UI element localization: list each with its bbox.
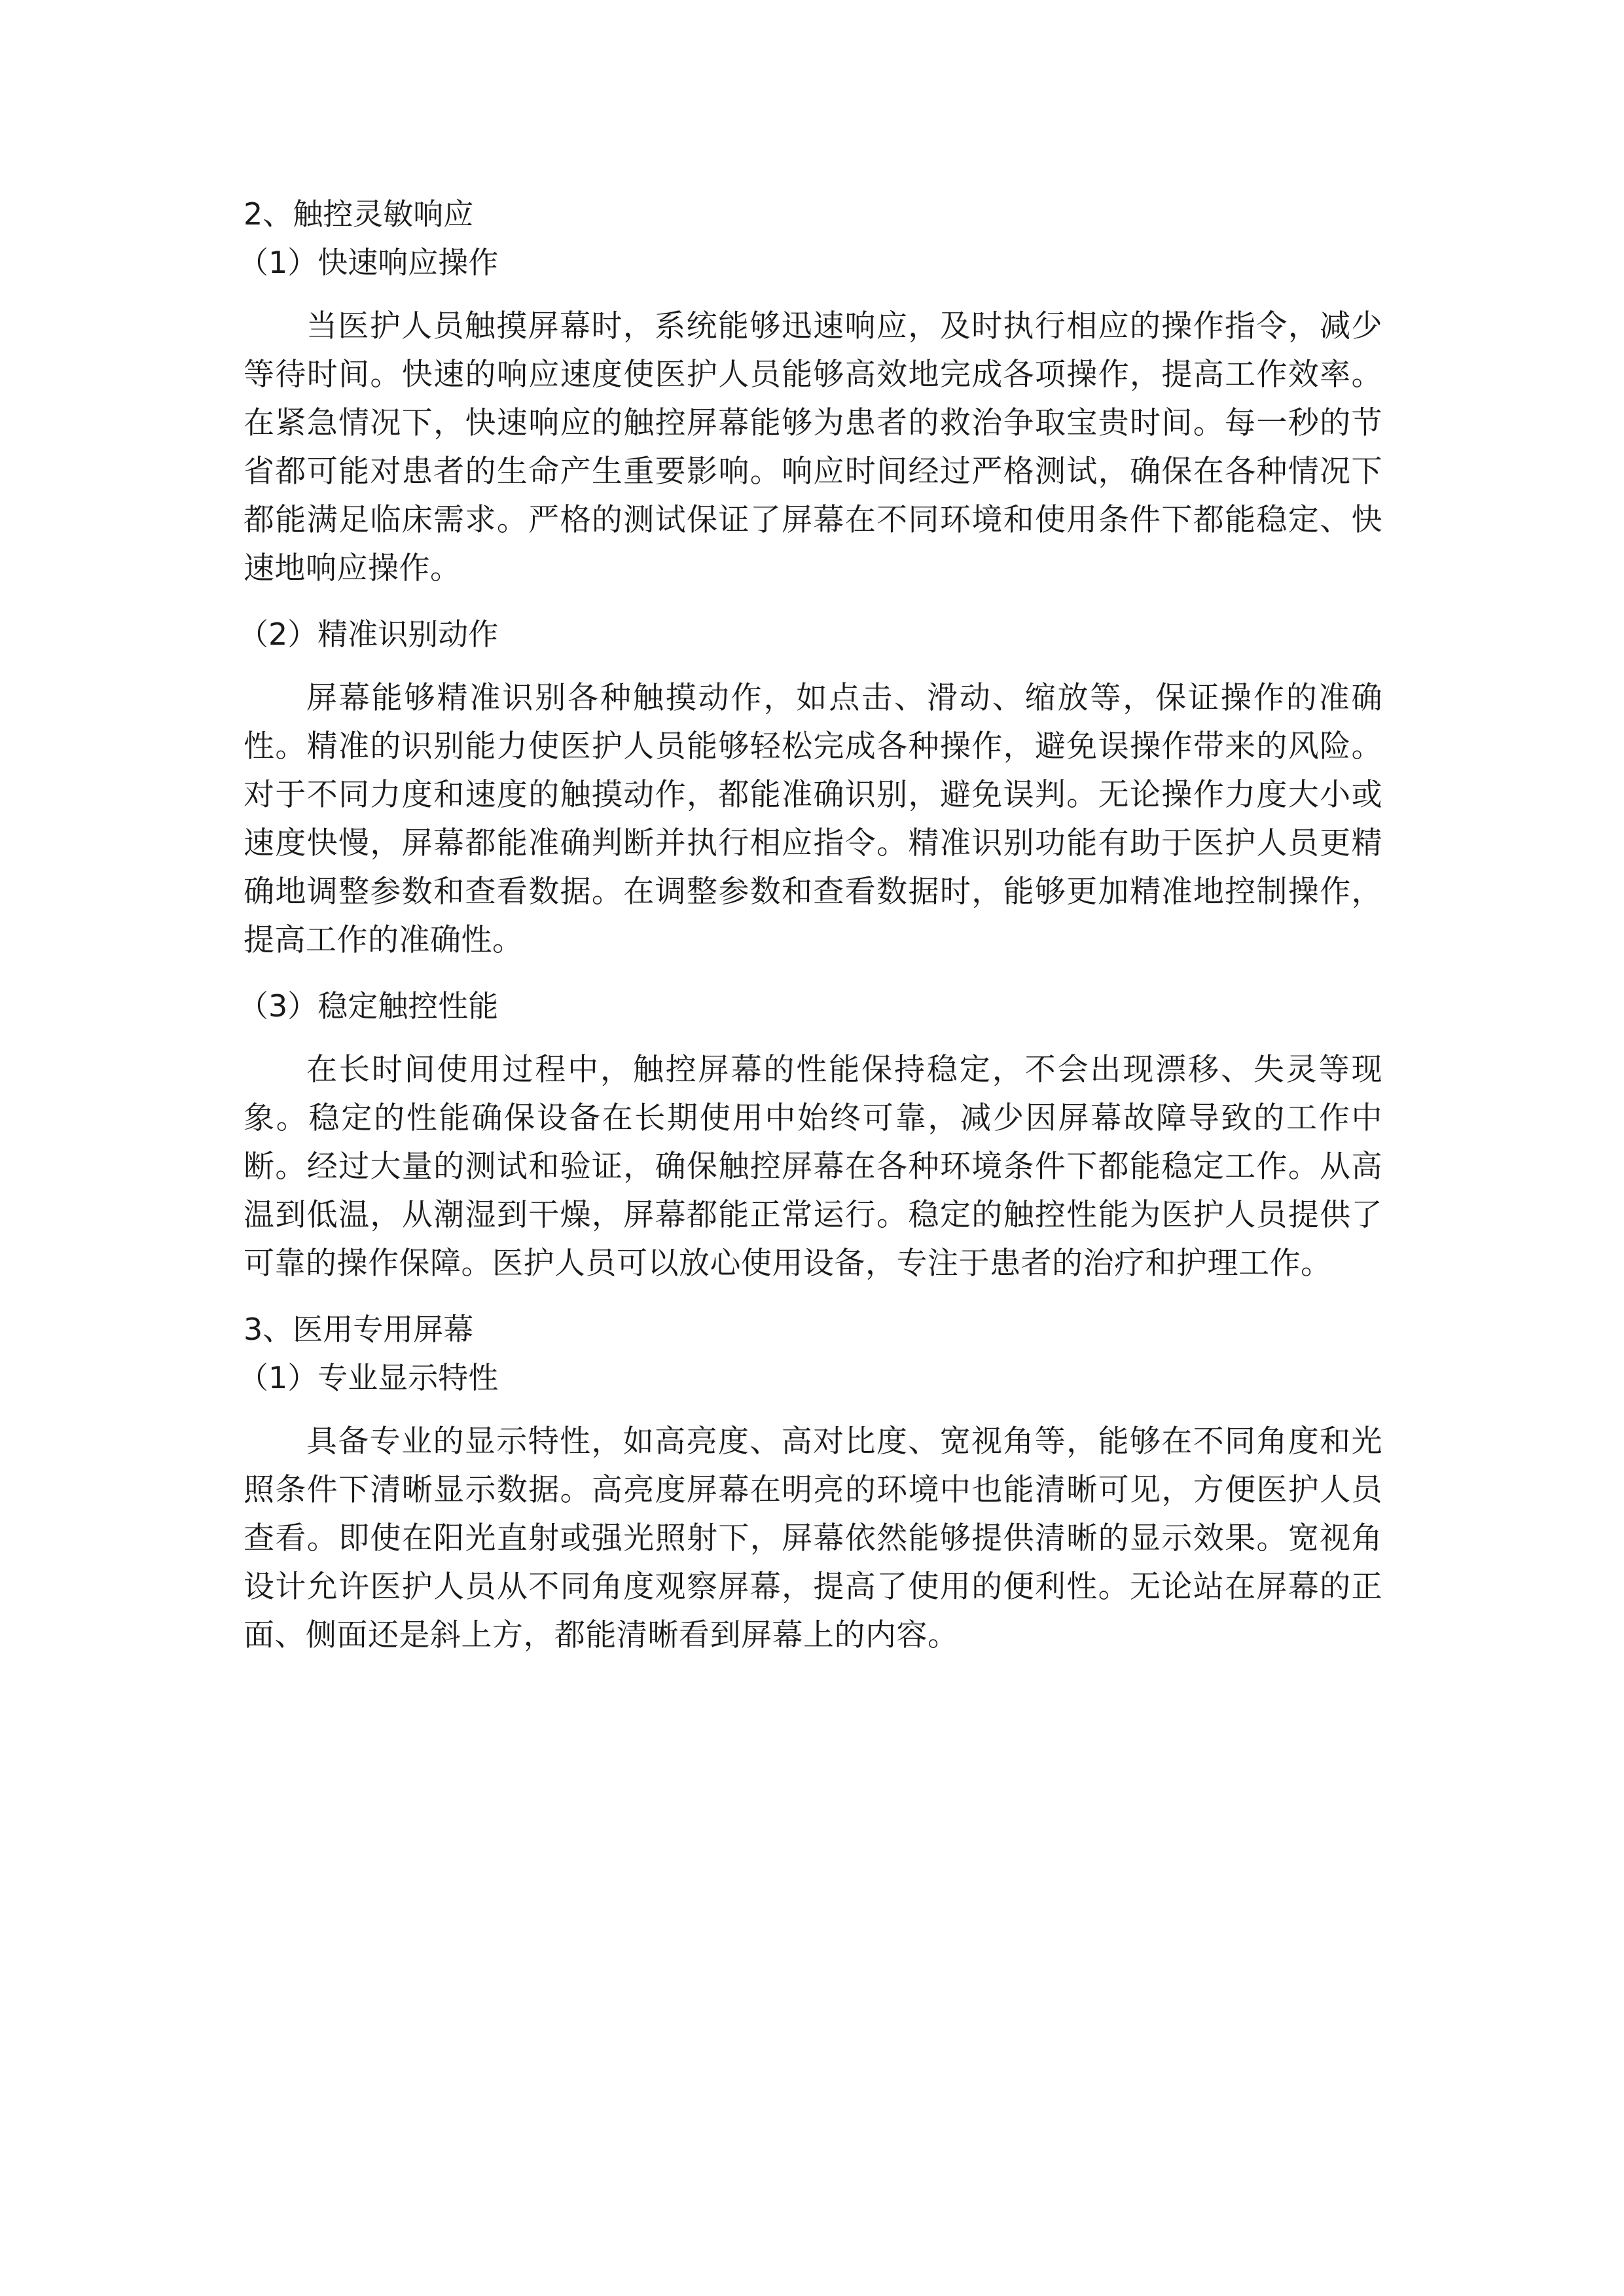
paragraph-precise-recognition: 屏幕能够精准识别各种触摸动作，如点击、滑动、缩放等，保证操作的准确性。精准的识别能力使医护人员能够轻松完成各种操作，避免误操作带来的风险。对于不同力度和速度的触摸动作，都能准确识别，避免误判。无论操作力度大小或速度快慢，屏幕都能准确判断并执行相应指令。精准识别功能有助于医护人员更精确地调整参数和查看数据。在调整参数和查看数据时，能够更加精准地控制操作，提高工作的准确性。 xyxy=(244,680,1382,958)
section-heading-medical-screen: 3、医用专用屏幕 xyxy=(244,1312,474,1347)
document-body xyxy=(238,190,1382,1677)
section-heading-touch-response: 2、触控灵敏响应 xyxy=(244,196,474,232)
paragraph-stable-touch: 在长时间使用过程中，触控屏幕的性能保持稳定，不会出现漂移、失灵等现象。稳定的性能确保设备在长期使用中始终可靠，减少因屏幕故障导致的工作中断。经过大量的测试和验证，确保触控屏幕在各种环境条件下都能稳定工作。从高温到低温，从潮湿到干燥，屏幕都能正常运行。稳定的触控性能为医护人员提供了可靠的操作保障。医护人员可以放心使用设备，专注于患者的治疗和护理工作。 xyxy=(244,1052,1382,1282)
paragraph-display-features: 具备专业的显示特性，如高亮度、高对比度、宽视角等，能够在不同角度和光照条件下清晰显示数据。高亮度屏幕在明亮的环境中也能清晰可见，方便医护人员查看。即使在阳光直射或强光照射下，屏幕依然能够提供清晰的显示效果。宽视角设计允许医护人员从不同角度观察屏幕，提高了使用的便利性。无论站在屏幕的正面、侧面还是斜上方，都能清晰看到屏幕上的内容。 xyxy=(244,1424,1382,1653)
paragraph-fast-response: 当医护人员触摸屏幕时，系统能够迅速响应，及时执行相应的操作指令，减少等待时间。快速的响应速度使医护人员能够高效地完成各项操作，提高工作效率。在紧急情况下，快速响应的触控屏幕能够为患者的救治争取宝贵时间。每一秒的节省都可能对患者的生命产生重要影响。响应时间经过严格测试，确保在各种情况下都能满足临床需求。严格的测试保证了屏幕在不同环境和使用条件下都能稳定、快速地响应操作。 xyxy=(244,308,1382,586)
subsection-title-display-features: （1）专业显示特性 xyxy=(238,1360,499,1395)
subsection-title-fast-response: （1）快速响应操作 xyxy=(238,245,499,280)
subsection-title-stable-touch: （3）稳定触控性能 xyxy=(238,988,499,1024)
subsection-title-precise-recognition: （2）精准识别动作 xyxy=(238,617,499,652)
